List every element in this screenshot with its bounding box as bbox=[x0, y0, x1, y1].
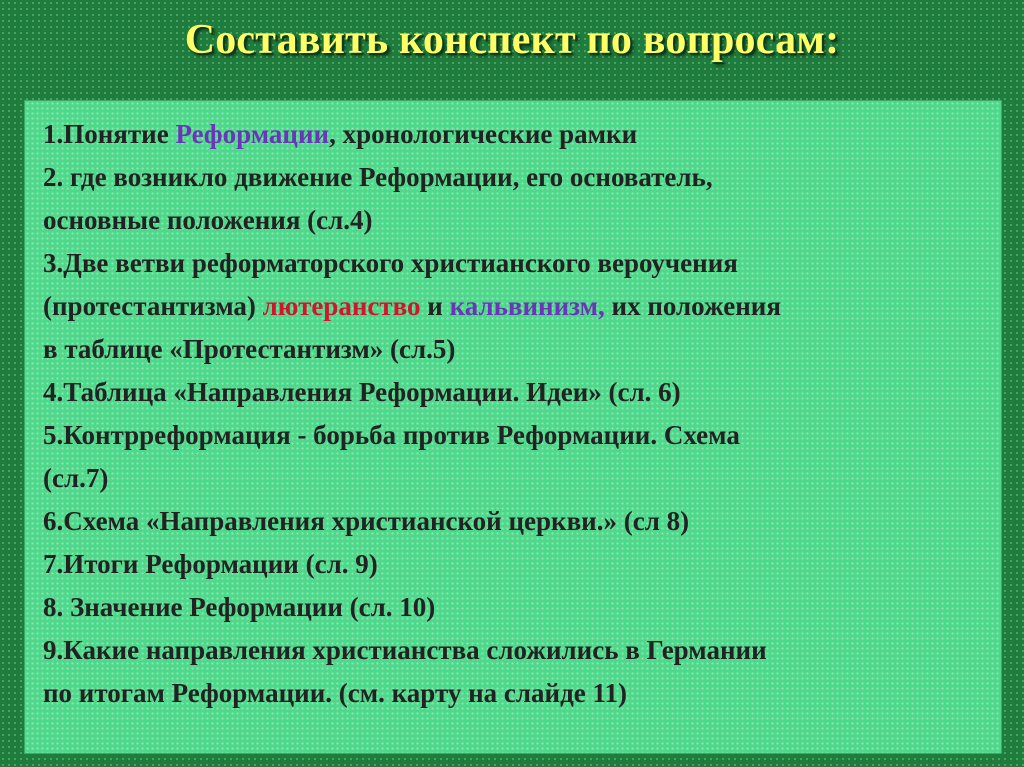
question-8-line-1: 8. Значение Реформации (сл. 10) bbox=[43, 592, 436, 622]
question-2-line-2: основные положения (сл.4) bbox=[43, 205, 373, 235]
question-5-line-1: 5.Контрреформация - борьба против Реформации. Схема bbox=[43, 420, 740, 450]
question-3-text-a: (протестантизма) bbox=[43, 291, 263, 321]
question-4-line-1: 4.Таблица «Направления Реформации. Идеи» (сл. 6) bbox=[43, 377, 681, 407]
question-2-line-1: 2. где возникло движение Реформации, его основатель, bbox=[43, 162, 713, 192]
question-3-text-c: их положения bbox=[604, 291, 781, 321]
question-3-text-b: и bbox=[420, 291, 450, 321]
questions-box bbox=[24, 100, 1002, 754]
question-1-highlight-reformation: Реформации bbox=[175, 119, 330, 149]
question-6-line-1: 6.Схема «Направления христианской церкви.» (сл 8) bbox=[43, 506, 690, 536]
question-5-line-2: (сл.7) bbox=[43, 463, 109, 493]
question-3-highlight-calvinism: кальвинизм, bbox=[449, 291, 605, 321]
question-3-line-3: в таблице «Протестантизм» (сл.5) bbox=[43, 334, 456, 364]
question-3-line-2 bbox=[43, 285, 985, 328]
question-3-line-1: 3.Две ветви реформаторского христианского вероучения bbox=[43, 248, 738, 278]
question-1-line-1 bbox=[43, 113, 985, 156]
question-1-text-b: , хронологические рамки bbox=[329, 119, 638, 149]
question-9-line-1: 9.Какие направления христианства сложились в Германии bbox=[43, 635, 767, 665]
question-1-text-a: 1.Понятие bbox=[43, 119, 176, 149]
question-9-line-2: по итогам Реформации. (см. карту на слайде 11) bbox=[43, 678, 628, 708]
question-7-line-1: 7.Итоги Реформации (сл. 9) bbox=[43, 549, 378, 579]
question-3-highlight-lutheranism: лютеранство bbox=[262, 291, 421, 321]
slide-title: Составить конспект по вопросам: bbox=[184, 17, 840, 63]
